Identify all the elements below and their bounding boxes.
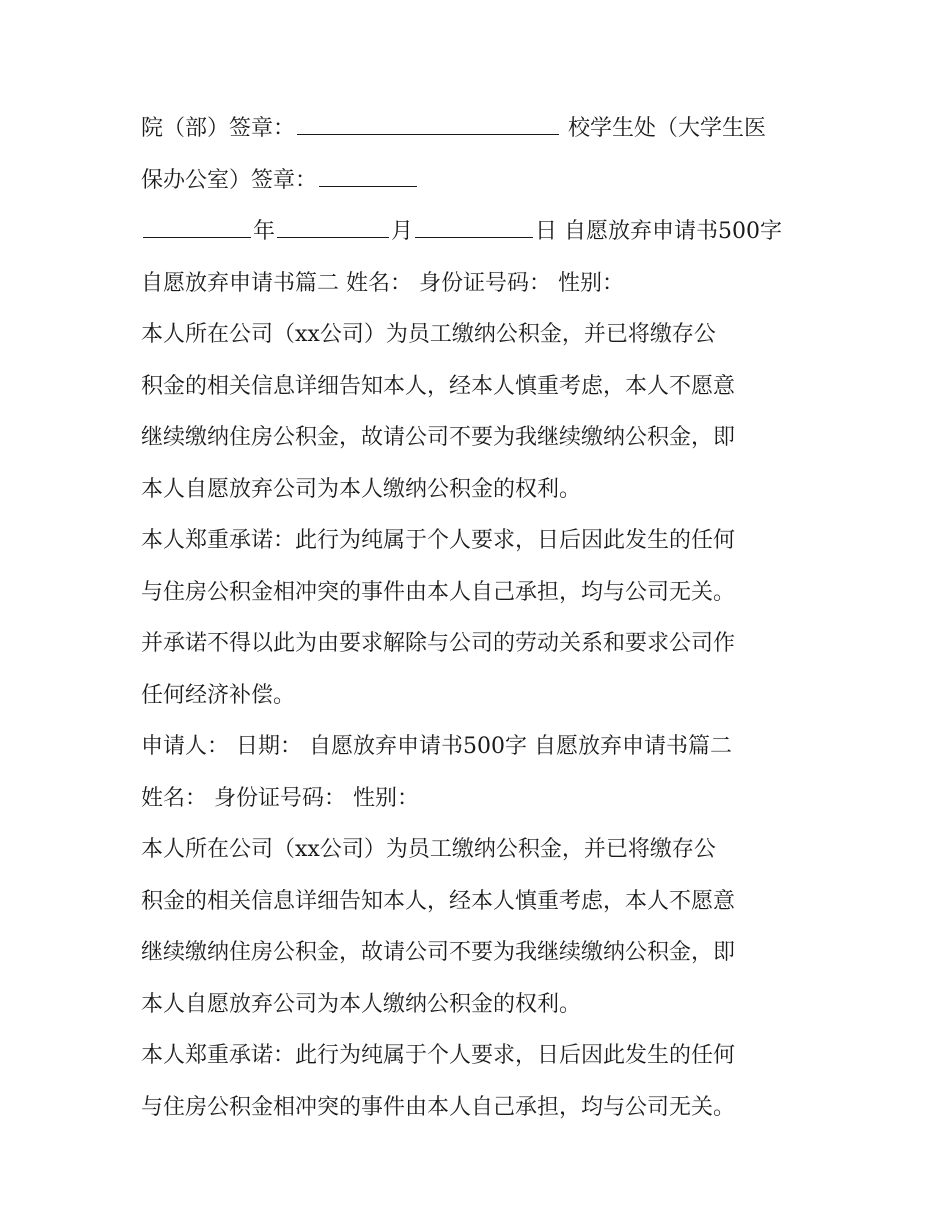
- paragraph-line: 继续缴纳住房公积金，故请公司不要为我继续缴纳公积金，即: [141, 940, 736, 965]
- college-signature-label: 院（部）签章：: [141, 116, 296, 141]
- signature-line-2: [141, 155, 821, 207]
- medical-office-signature-label: 保办公室）签章：: [141, 167, 318, 193]
- paragraph-line: 与住房公积金相冲突的事件由本人自己承担，均与公司无关。: [141, 1094, 736, 1120]
- college-signature-blank: [297, 116, 559, 135]
- paragraph-line: 与住房公积金相冲突的事件由本人自己承担，均与公司无关。: [141, 579, 736, 605]
- paragraph-line: 继续缴纳住房公积金，故请公司不要为我继续缴纳公积金，即: [141, 425, 736, 450]
- year-blank: [143, 219, 251, 238]
- paragraph-line: 本人自愿放弃公司为本人缴纳公积金的权利。: [141, 991, 582, 1017]
- paragraph-line: 本人郑重承诺：此行为纯属于个人要求，日后因此发生的任何: [141, 1043, 736, 1068]
- signature-line-1: [141, 103, 821, 155]
- paragraph-line: 申请人： 日期： 自愿放弃申请书500字 自愿放弃申请书篇二: [141, 734, 732, 759]
- paragraph-line: 本人所在公司（xx公司）为员工缴纳公积金，并已将缴存公: [141, 837, 716, 862]
- paragraph-line: 积金的相关信息详细告知本人，经本人慎重考虑，本人不愿意: [141, 888, 736, 914]
- day-blank: [415, 219, 533, 238]
- paragraph-line: 自愿放弃申请书篇二 姓名： 身份证号码： 性别：: [141, 270, 624, 296]
- year-label: 年: [253, 219, 276, 244]
- month-blank: [277, 219, 389, 238]
- day-label-and-title: 日 自愿放弃申请书500字: [535, 219, 783, 244]
- medical-office-signature-blank: [319, 168, 417, 187]
- paragraph-line: 姓名： 身份证号码： 性别：: [141, 785, 419, 811]
- paragraph-line: 本人郑重承诺：此行为纯属于个人要求，日后因此发生的任何: [141, 528, 736, 553]
- paragraph-line: 本人自愿放弃公司为本人缴纳公积金的权利。: [141, 476, 582, 502]
- paragraph-line: 任何经济补偿。: [141, 682, 296, 708]
- paragraph-line: 本人所在公司（xx公司）为员工缴纳公积金，并已将缴存公: [141, 322, 716, 347]
- document-body: [141, 103, 821, 1133]
- month-label: 月: [391, 219, 414, 244]
- date-line: [141, 206, 821, 258]
- paragraph-line: 积金的相关信息详细告知本人，经本人慎重考虑，本人不愿意: [141, 373, 736, 399]
- student-office-signature-label: 校学生处（大学生医: [568, 116, 767, 141]
- paragraph-line: 并承诺不得以此为由要求解除与公司的劳动关系和要求公司作: [141, 631, 736, 656]
